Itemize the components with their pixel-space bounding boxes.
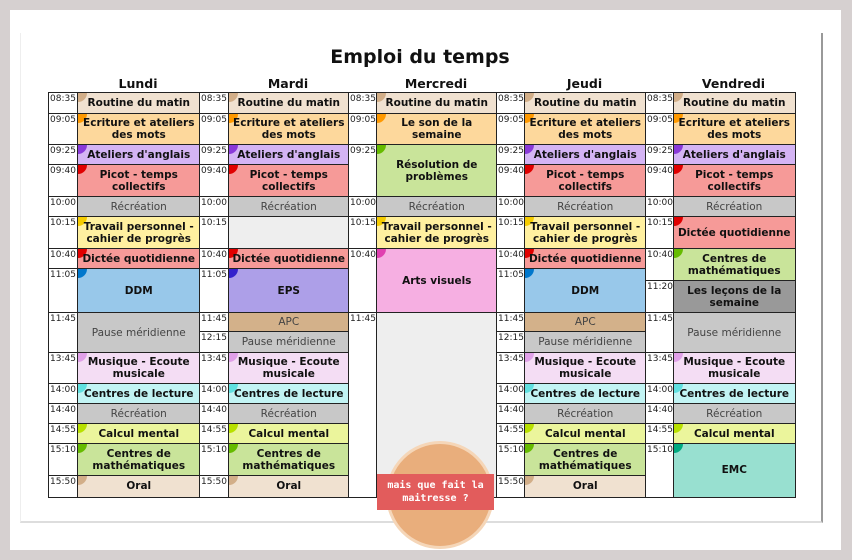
timetable-event[interactable] <box>376 248 498 314</box>
timetable-event[interactable] <box>524 196 647 218</box>
timetable-event[interactable] <box>376 216 498 250</box>
day-header-mardi: Mardi <box>267 76 309 91</box>
timetable-event[interactable] <box>228 331 350 354</box>
time-cell: 13:45 <box>48 352 79 385</box>
timetable-event[interactable] <box>228 268 350 314</box>
event-label: Oral <box>572 480 598 493</box>
event-label: Oral <box>276 480 302 493</box>
time-cell: 08:35 <box>645 92 675 115</box>
timetable-event[interactable] <box>228 164 350 198</box>
event-label: Ateliers d'anglais <box>237 148 341 161</box>
category-color-marker <box>228 92 238 102</box>
timetable-event[interactable] <box>376 144 498 198</box>
time-cell: 10:40 <box>645 248 675 282</box>
event-label: Récréation <box>557 407 614 420</box>
time-cell: 14:40 <box>645 403 675 425</box>
event-label: Picot - temps collectifs <box>99 168 178 193</box>
event-label: Pause méridienne <box>687 326 782 339</box>
time-cell: 15:50 <box>48 475 79 498</box>
timetable-event[interactable] <box>673 144 796 166</box>
category-color-marker <box>77 92 87 102</box>
timetable-event[interactable] <box>673 312 796 354</box>
event-label: Le son de la semaine <box>401 117 473 142</box>
timetable-event[interactable] <box>524 92 647 115</box>
time-cell: 11:05 <box>496 268 526 314</box>
time-cell: 10:40 <box>199 248 230 270</box>
timetable-event[interactable] <box>228 312 350 333</box>
time-cell: 11:05 <box>48 268 79 314</box>
event-label: Routine du matin <box>534 97 637 110</box>
event-label: Ecriture et ateliers des mots <box>83 117 195 142</box>
time-cell: 09:05 <box>496 113 526 146</box>
time-cell: 09:05 <box>48 113 79 146</box>
event-label: Picot - temps collectifs <box>695 168 774 193</box>
event-label: Routine du matin <box>87 97 190 110</box>
time-cell: 10:00 <box>348 196 378 218</box>
time-cell: 10:15 <box>645 216 675 250</box>
event-label: Picot - temps collectifs <box>546 168 625 193</box>
time-cell: 09:40 <box>48 164 79 198</box>
event-label: Arts visuels <box>402 274 472 287</box>
category-color-marker <box>376 248 386 258</box>
timetable-event[interactable] <box>228 196 350 218</box>
timetable-event[interactable] <box>228 443 350 477</box>
time-cell: 14:40 <box>199 403 230 425</box>
time-cell: 09:25 <box>645 144 675 166</box>
event-label: Centres de lecture <box>679 387 790 400</box>
event-label: Routine du matin <box>237 97 340 110</box>
category-color-marker <box>524 144 534 154</box>
time-cell: 13:45 <box>645 352 675 385</box>
time-cell: 15:10 <box>199 443 230 477</box>
event-label: Musique - Ecoute musicale <box>534 356 637 381</box>
event-label: Centres de mathématiques <box>538 447 632 472</box>
event-label: Récréation <box>706 200 763 213</box>
event-label: Dictée quotidienne <box>82 252 196 265</box>
event-label: Ateliers d'anglais <box>682 148 786 161</box>
timetable-event[interactable] <box>77 443 201 477</box>
event-label: Routine du matin <box>385 97 488 110</box>
timetable-event[interactable] <box>673 383 796 405</box>
timetable-event[interactable] <box>77 312 201 354</box>
timetable-event[interactable] <box>228 403 350 425</box>
timetable-event[interactable] <box>77 144 201 166</box>
timetable-event[interactable] <box>77 403 201 425</box>
timetable-event[interactable] <box>673 196 796 218</box>
event-label: Pause méridienne <box>91 326 186 339</box>
event-label: Centres de mathématiques <box>687 252 781 277</box>
timetable-event[interactable] <box>524 383 647 405</box>
day-header-mercredi: Mercredi <box>404 76 468 91</box>
timetable-event[interactable] <box>524 113 647 146</box>
time-cell: 09:25 <box>199 144 230 166</box>
timetable-event[interactable] <box>673 248 796 282</box>
time-cell: 15:10 <box>496 443 526 477</box>
category-color-marker <box>524 92 534 102</box>
event-label: Récréation <box>260 407 317 420</box>
timetable-event[interactable] <box>77 216 201 250</box>
timetable-event[interactable] <box>77 248 201 270</box>
event-label: Résolution de problèmes <box>396 158 478 183</box>
event-label: Récréation <box>706 407 763 420</box>
event-label: EPS <box>277 284 300 297</box>
timetable-event[interactable] <box>228 248 350 270</box>
event-label: Travail personnel - cahier de progrès <box>381 220 492 245</box>
timetable-event[interactable] <box>228 216 350 250</box>
time-cell: 11:05 <box>199 268 230 314</box>
time-cell: 15:10 <box>645 443 675 498</box>
time-cell: 09:25 <box>48 144 79 166</box>
timetable-event[interactable] <box>524 144 647 166</box>
time-cell: 14:40 <box>48 403 79 425</box>
event-label: DDM <box>571 284 600 297</box>
timetable-event[interactable] <box>524 403 647 425</box>
time-cell: 14:40 <box>496 403 526 425</box>
timetable-event[interactable] <box>228 383 350 405</box>
event-label: Pause méridienne <box>241 336 336 349</box>
time-cell: 13:45 <box>199 352 230 385</box>
timetable-event[interactable] <box>673 443 796 498</box>
event-label: Musique - Ecoute musicale <box>237 356 340 381</box>
event-label: Centres de mathématiques <box>92 447 186 472</box>
time-cell: 09:05 <box>645 113 675 146</box>
event-label: Calcul mental <box>248 427 330 440</box>
page-title: Emploi du temps <box>330 46 510 68</box>
time-cell: 11:45 <box>199 312 230 333</box>
time-cell: 09:05 <box>348 113 378 146</box>
timetable-event[interactable] <box>77 164 201 198</box>
event-label: Ecriture et ateliers des mots <box>233 117 345 142</box>
timetable-event[interactable] <box>673 423 796 445</box>
timetable-event[interactable] <box>673 403 796 425</box>
time-cell: 14:55 <box>496 423 526 445</box>
time-cell: 09:25 <box>496 144 526 166</box>
time-cell: 08:35 <box>199 92 230 115</box>
timetable-event[interactable] <box>77 352 201 385</box>
event-label: Ecriture et ateliers des mots <box>529 117 641 142</box>
timetable-event[interactable] <box>524 164 647 198</box>
time-cell: 14:00 <box>48 383 79 405</box>
event-label: Ateliers d'anglais <box>533 148 637 161</box>
time-cell: 15:10 <box>48 443 79 477</box>
timetable-event[interactable] <box>228 423 350 445</box>
timetable-event[interactable] <box>228 475 350 498</box>
category-color-marker <box>673 216 683 226</box>
time-cell: 12:15 <box>199 331 230 354</box>
timetable-event[interactable] <box>524 475 647 498</box>
event-label: Récréation <box>557 200 614 213</box>
time-cell: 09:05 <box>199 113 230 146</box>
day-header-jeudi: Jeudi <box>566 76 603 91</box>
time-cell: 14:55 <box>48 423 79 445</box>
time-cell: 08:35 <box>48 92 79 115</box>
time-cell: 09:40 <box>496 164 526 198</box>
timetable-event[interactable] <box>77 475 201 498</box>
time-cell: 14:00 <box>645 383 675 405</box>
time-cell: 09:25 <box>348 144 378 198</box>
timetable-event[interactable] <box>77 268 201 314</box>
event-label: APC <box>278 316 300 329</box>
timetable-event[interactable] <box>524 443 647 477</box>
time-cell: 10:15 <box>348 216 378 250</box>
event-label: Calcul mental <box>98 427 180 440</box>
event-label: Récréation <box>260 200 317 213</box>
time-cell: 08:35 <box>496 92 526 115</box>
time-cell: 11:45 <box>48 312 79 354</box>
event-label: EMC <box>721 464 747 477</box>
category-color-marker <box>524 423 534 433</box>
timetable-event[interactable] <box>673 164 796 198</box>
event-label: Dictée quotidienne <box>232 252 346 265</box>
category-color-marker <box>77 268 87 278</box>
category-color-marker <box>673 443 683 453</box>
time-cell: 10:15 <box>48 216 79 250</box>
time-cell: 10:00 <box>199 196 230 218</box>
category-color-marker <box>376 92 386 102</box>
timetable-event[interactable] <box>77 196 201 218</box>
category-color-marker <box>524 268 534 278</box>
event-label: Centres de lecture <box>530 387 641 400</box>
event-label: Picot - temps collectifs <box>249 168 328 193</box>
category-color-marker <box>376 144 386 154</box>
event-label: Calcul mental <box>544 427 626 440</box>
time-cell: 14:55 <box>199 423 230 445</box>
timetable-event[interactable] <box>376 196 498 218</box>
time-cell: 15:50 <box>199 475 230 498</box>
event-label: Travail personnel - cahier de progrès <box>83 220 194 245</box>
timetable-event[interactable] <box>524 331 647 354</box>
time-cell: 10:00 <box>496 196 526 218</box>
time-cell: 11:20 <box>645 280 675 314</box>
category-color-marker <box>673 423 683 433</box>
category-color-marker <box>228 475 238 485</box>
time-cell: 11:45 <box>348 312 378 498</box>
timetable-event[interactable] <box>524 248 647 270</box>
timetable-event[interactable] <box>77 383 201 405</box>
timetable-event[interactable] <box>524 423 647 445</box>
event-label: Musique - Ecoute musicale <box>683 356 786 381</box>
time-cell: 14:55 <box>645 423 675 445</box>
time-cell: 08:35 <box>348 92 378 115</box>
time-cell: 11:45 <box>496 312 526 333</box>
time-cell: 14:00 <box>496 383 526 405</box>
timetable-event[interactable] <box>77 423 201 445</box>
event-label: APC <box>574 316 596 329</box>
timetable-event[interactable] <box>524 268 647 314</box>
category-color-marker <box>77 423 87 433</box>
category-color-marker <box>228 423 238 433</box>
timetable-event[interactable] <box>524 352 647 385</box>
time-cell: 14:00 <box>199 383 230 405</box>
timetable-event[interactable] <box>77 92 201 115</box>
time-cell: 10:15 <box>496 216 526 250</box>
category-color-marker <box>77 475 87 485</box>
event-label: Pause méridienne <box>538 336 633 349</box>
category-color-marker <box>524 475 534 485</box>
blog-logo-ribbon: mais que fait la maitresse ? <box>377 474 494 510</box>
event-label: Ateliers d'anglais <box>87 148 191 161</box>
timetable-event[interactable] <box>228 352 350 385</box>
timetable-event[interactable] <box>228 144 350 166</box>
timetable-event[interactable] <box>376 113 498 146</box>
event-label: Musique - Ecoute musicale <box>87 356 190 381</box>
day-header-vendredi: Vendredi <box>701 76 766 91</box>
time-cell: 15:50 <box>496 475 526 498</box>
timetable-event[interactable] <box>673 113 796 146</box>
time-cell: 10:40 <box>348 248 378 314</box>
event-label: Récréation <box>110 407 167 420</box>
event-label: Centres de lecture <box>233 387 344 400</box>
timetable-event[interactable] <box>524 216 647 250</box>
event-label: Récréation <box>110 200 167 213</box>
time-cell: 13:45 <box>496 352 526 385</box>
event-label: Dictée quotidienne <box>677 226 791 239</box>
time-cell: 09:40 <box>645 164 675 198</box>
time-cell: 10:00 <box>645 196 675 218</box>
timetable-event[interactable] <box>376 92 498 115</box>
event-label: Ecriture et ateliers des mots <box>678 117 790 142</box>
time-cell: 10:40 <box>48 248 79 270</box>
time-cell: 10:15 <box>199 216 230 250</box>
event-label: Centres de mathématiques <box>242 447 336 472</box>
timetable-event[interactable] <box>77 113 201 146</box>
time-cell: 09:40 <box>199 164 230 198</box>
time-cell: 10:40 <box>496 248 526 270</box>
timetable-event[interactable] <box>228 113 350 146</box>
event-label: Récréation <box>408 200 465 213</box>
event-label: Calcul mental <box>693 427 775 440</box>
category-color-marker <box>77 144 87 154</box>
event-label: Routine du matin <box>683 97 786 110</box>
category-color-marker <box>228 268 238 278</box>
timetable-event[interactable] <box>673 280 796 314</box>
timetable-event[interactable] <box>524 312 647 333</box>
event-label: Les leçons de la semaine <box>687 284 782 309</box>
time-cell: 11:45 <box>645 312 675 354</box>
event-label: Travail personnel - cahier de progrès <box>530 220 641 245</box>
timetable-event[interactable] <box>673 92 796 115</box>
event-label: Centres de lecture <box>83 387 194 400</box>
time-cell: 10:00 <box>48 196 79 218</box>
timetable-event[interactable] <box>673 216 796 250</box>
event-label: Oral <box>126 480 152 493</box>
time-cell: 12:15 <box>496 331 526 354</box>
timetable-event[interactable] <box>228 92 350 115</box>
category-color-marker <box>673 92 683 102</box>
category-color-marker <box>673 144 683 154</box>
day-header-lundi: Lundi <box>118 76 158 91</box>
event-label: DDM <box>124 284 153 297</box>
timetable-event[interactable] <box>673 352 796 385</box>
event-label: Dictée quotidienne <box>528 252 642 265</box>
